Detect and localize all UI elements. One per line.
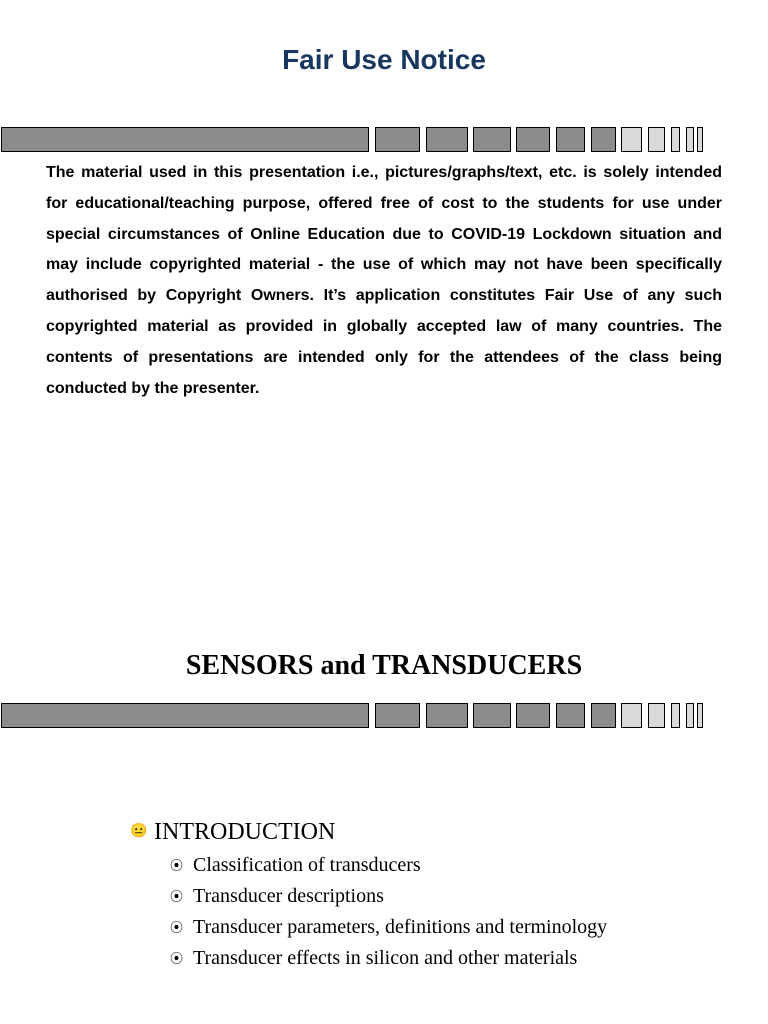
bar-segment <box>427 128 468 152</box>
topic-outline <box>130 814 607 974</box>
circled-dot-icon: ⦿ <box>170 920 184 935</box>
outline-sub-list <box>130 850 607 974</box>
outline-sub-label: Transducer parameters, definitions and terminology <box>193 916 608 938</box>
bar-segment <box>649 128 665 152</box>
bar-segment <box>592 128 616 152</box>
bar-segment <box>698 128 703 152</box>
bar-segment <box>376 704 420 728</box>
outline-sub-item <box>170 881 607 912</box>
outline-main-label: INTRODUCTION <box>154 819 336 845</box>
slide-sensors-transducers <box>0 512 768 1024</box>
outline-sub-label: Transducer descriptions <box>193 885 384 907</box>
bar-segment <box>517 704 550 728</box>
bar-segment <box>2 704 369 728</box>
outline-sub-item <box>170 912 607 943</box>
slide-title: SENSORS and TRANSDUCERS <box>185 650 583 681</box>
bar-segment <box>474 128 511 152</box>
bar-segment <box>687 128 694 152</box>
outline-sub-label: Classification of transducers <box>193 854 421 876</box>
bar-segment <box>427 704 468 728</box>
bar-segment <box>2 128 369 152</box>
bar-segment <box>622 704 642 728</box>
outline-sub-item <box>170 850 607 881</box>
fair-use-notice-text: The material used in this presentation i.e., pictures/graphs/text, etc. is solely intended for educational/teaching purpose, offered free of cost to the students for use under special circumstances of Online Education due to COVID-19 Lockdown situation and may include copyrighted material - the use of which may not have been specifically authorised by Copyright Owners. It’s application constitutes Fair Use of any such copyrighted material as provided in globally accepted law of many countries. The contents of presentations are intended only for the attendees of the class being conducted by the presenter. <box>46 164 722 397</box>
bar-segment <box>698 704 703 728</box>
bar-segment <box>622 128 642 152</box>
outline-sub-item <box>170 943 607 974</box>
circled-dot-icon: ⦿ <box>170 889 184 904</box>
segmented-bar-graphic <box>0 703 768 729</box>
bar-segment <box>517 128 550 152</box>
circled-dot-icon: ⦿ <box>170 858 184 873</box>
bar-segment <box>376 128 420 152</box>
outline-sub-label: Transducer effects in silicon and other materials <box>193 947 578 969</box>
bar-segment <box>474 704 511 728</box>
circled-dot-icon: ⦿ <box>170 951 184 966</box>
decorative-header-bar <box>0 127 768 153</box>
bar-segment <box>557 128 585 152</box>
bar-segment <box>592 704 616 728</box>
decorative-header-bar <box>0 703 768 729</box>
bar-segment <box>649 704 665 728</box>
bar-segment <box>557 704 585 728</box>
slide-title: Fair Use Notice <box>282 44 486 75</box>
outline-main-item <box>130 814 607 974</box>
bar-segment <box>672 704 680 728</box>
bar-segment <box>687 704 694 728</box>
neutral-face-icon: 😐 <box>130 824 148 839</box>
segmented-bar-graphic <box>0 127 768 153</box>
bar-segment <box>672 128 680 152</box>
